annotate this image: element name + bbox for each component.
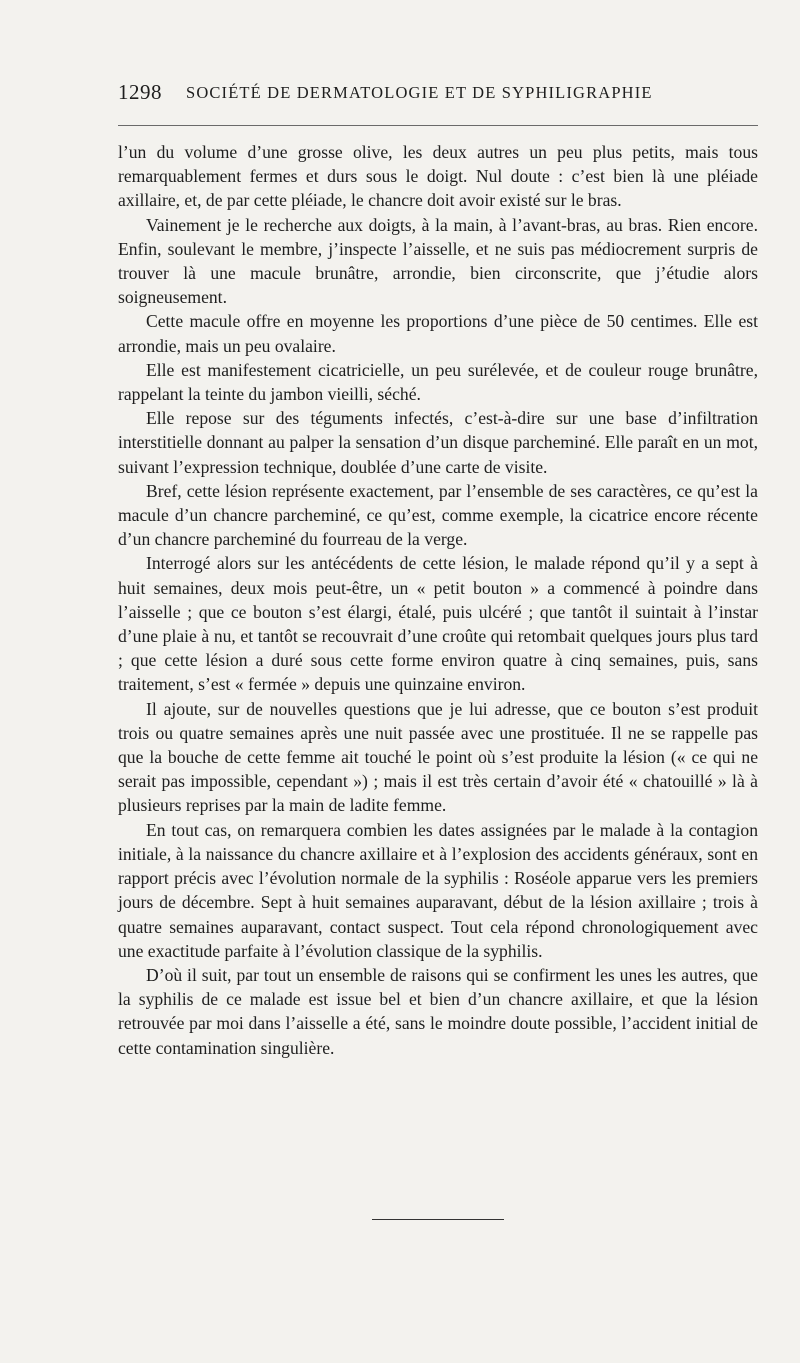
header-rule: [118, 125, 758, 126]
running-head: [118, 80, 758, 110]
paragraph-8: Il ajoute, sur de nouvelles questions que je lui adresse, que ce bouton s’est produit trois ou quatre semaines après une nuit passée avec une prostituée. Il ne se rappelle pas que la bouche de cette femme ait touché le point où s’est produite la lésion (« ce qui ne serait pas impossible, cependant ») ; mais il est très certain d’avoir été « chatouillé » là à plusieurs reprises par la main de ladite femme.: [118, 698, 758, 816]
running-title: SOCIÉTÉ DE DERMATOLOGIE ET DE SYPHILIGRAPHIE: [186, 83, 653, 102]
paragraph-6: Bref, cette lésion représente exactement, par l’ensemble de ses caractères, ce qu’est la macule d’un chancre parcheminé, ce qu’est, comme exemple, la cicatrice encore récente d’un chancre parcheminé du fourreau de la verge.: [118, 480, 758, 550]
end-rule: [372, 1219, 504, 1220]
paragraph-2: Vainement je le recherche aux doigts, à la main, à l’avant-bras, au bras. Rien encore. Enfin, soulevant le membre, j’inspecte l’aisselle, et ne suis pas médiocrement surpris de trouver là une macule brunâtre, arrondie, bien circonscrite, que j’étudie alors soigneusement.: [118, 214, 758, 308]
paragraph-3: Cette macule offre en moyenne les proportions d’une pièce de 50 centimes. Elle est arrondie, mais un peu ovalaire.: [118, 311, 758, 356]
paragraph-5: Elle repose sur des téguments infectés, c’est-à-dire sur une base d’infiltration interstitielle donnant au palper la sensation d’un disque parcheminé. Elle paraît en un mot, suivant l’expression technique, doublée d’une carte de visite.: [118, 408, 758, 477]
page-number: 1298: [118, 80, 162, 104]
paragraph-10: D’où il suit, par tout un ensemble de raisons qui se confirment les unes les autres, que la syphilis de ce malade est issue bel et bien d’un chancre axillaire, et que la lésion retrouvée par moi dans l’aisselle a été, sans le moindre doute possible, l’accident initial de cette contamination singulière.: [118, 964, 758, 1058]
paragraph-1: l’un du volume d’une grosse olive, les deux autres un peu plus petits, mais tous remarquablement fermes et durs sous le doigt. Nul doute : c’est bien là une pléiade axillaire, et, de par cette pléiade, le chancre doit avoir existé sur le bras.: [118, 142, 758, 211]
body-text: [118, 140, 758, 1060]
paragraph-9: En tout cas, on remarquera combien les dates assignées par le malade à la contagion initiale, à la naissance du chancre axillaire et à l’explosion des accidents généraux, sont en rapport précis avec l’évolution normale de la syphilis : Roséole apparue vers les premiers jours de décembre. Sept à huit semaines auparavant, début de la lésion axillaire ; trois à quatre semaines auparavant, contact suspect. Tout cela répond chronologiquement avec une exactitude parfaite à l’évolution classique de la syphilis.: [118, 819, 758, 961]
paragraph-4: Elle est manifestement cicatricielle, un peu surélevée, et de couleur rouge brunâtre, rappelant la teinte du jambon vieilli, séché.: [118, 359, 758, 405]
paragraph-7: Interrogé alors sur les antécédents de cette lésion, le malade répond qu’il y a sept à huit semaines, deux mois peut-être, un « petit bouton » a commencé à poindre dans l’aisselle ; que ce bouton s’est élargi, étalé, puis ulcéré ; que tantôt il suintait à l’instar d’une plaie à nu, et tantôt se recouvrait d’une croûte qui retombait quelques jours plus tard ; que cette lésion a duré sous cette forme environ quatre à cinq semaines, puis, sans traitement, s’est « fermée » depuis une quinzaine environ.: [118, 553, 758, 695]
